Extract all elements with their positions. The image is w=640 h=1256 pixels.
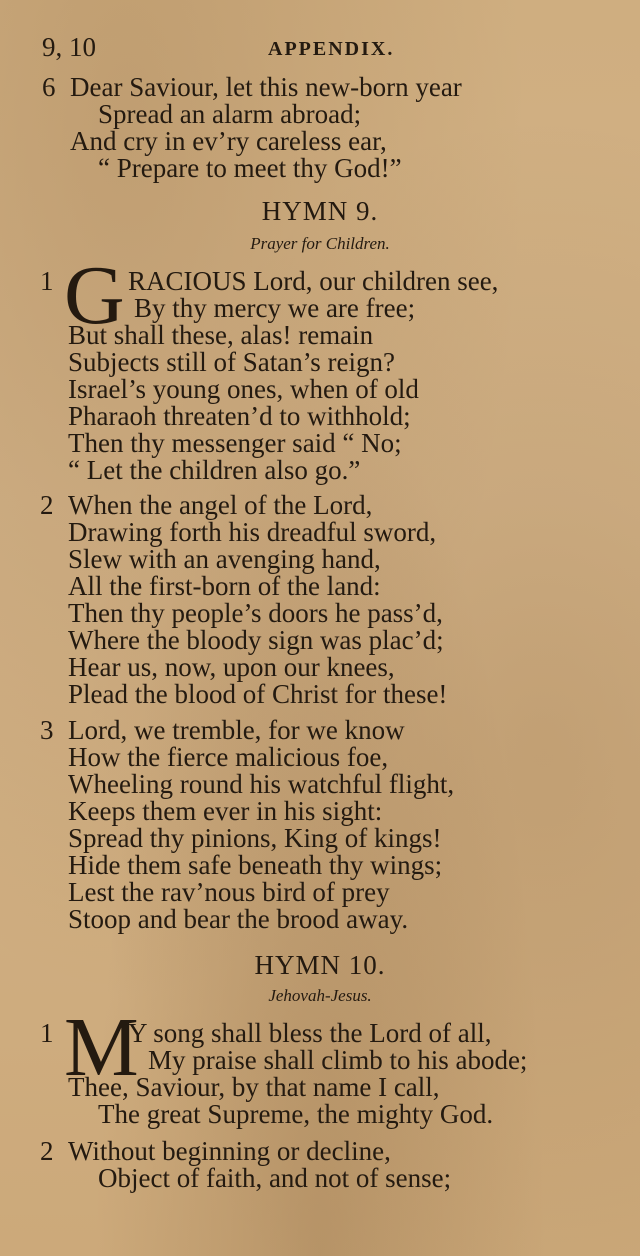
verse-line: Then thy people’s doors he pass’d, [68, 598, 443, 628]
drop-cap: G [64, 249, 125, 342]
stanza-number: 3 [40, 715, 54, 745]
verse-line: Plead the blood of Christ for these! [68, 679, 448, 709]
drop-cap: M [64, 1001, 139, 1094]
hymn-10-subtitle: Jehovah-Jesus. [268, 986, 372, 1005]
stanza-number: 2 [40, 1136, 54, 1166]
verse-line: By thy mercy we are free; [134, 293, 416, 323]
verse-line: Keeps them ever in his sight: [68, 796, 383, 826]
verse-line: Spread an alarm abroad; [98, 99, 362, 129]
verse-line: Object of faith, and not of sense; [98, 1163, 452, 1193]
verse-line: My praise shall climb to his abode; [148, 1045, 528, 1075]
verse-line: Without beginning or decline, [68, 1136, 391, 1166]
running-title: APPENDIX. [268, 38, 395, 60]
verse-line: Then thy messenger said “ No; [68, 428, 402, 458]
stanza-number: 2 [40, 490, 54, 520]
verse-line: Israel’s young ones, when of old [68, 374, 419, 404]
page-header [42, 32, 600, 66]
verse-line: Lord, we tremble, for we know [68, 715, 405, 745]
verse-line: Hear us, now, upon our knees, [68, 652, 395, 682]
verse-line: Wheeling round his watchful flight, [68, 769, 455, 799]
verse-line: Where the bloody sign was plac’d; [68, 625, 444, 655]
verse-line: Stoop and bear the brood away. [68, 904, 409, 934]
verse-line: Y song shall bless the Lord of all, [128, 1018, 492, 1048]
verse-line: Lest the rav’nous bird of prey [68, 877, 390, 907]
verse-line: Drawing forth his dreadful sword, [68, 517, 437, 547]
stanza-number: 1 [40, 1018, 54, 1048]
stanza-number: 6 [42, 72, 56, 102]
verse-line: But shall these, alas! remain [68, 320, 374, 350]
verse-line: “ Prepare to meet thy God!” [98, 153, 402, 183]
hymn-9-subtitle: Prayer for Children. [250, 234, 390, 253]
verse-line: How the fierce malicious foe, [68, 742, 389, 772]
page-number: 9, 10 [42, 32, 96, 62]
verse-line: When the angel of the Lord, [68, 490, 373, 520]
verse-line: RACIOUS Lord, our children see, [128, 266, 499, 296]
stanza-number: 1 [40, 266, 54, 296]
verse-line: Pharaoh threaten’d to withhold; [68, 401, 411, 431]
verse-line: Hide them safe beneath thy wings; [68, 850, 443, 880]
verse-line: Thee, Saviour, by that name I call, [68, 1072, 440, 1102]
verse-line: Subjects still of Satan’s reign? [68, 347, 395, 377]
verse-line: The great Supreme, the mighty God. [98, 1099, 494, 1129]
verse-line: And cry in ev’ry careless ear, [70, 126, 387, 156]
verse-line: Dear Saviour, let this new-born year [70, 72, 462, 102]
verse-line: All the first-born of the land: [68, 571, 381, 601]
hymn-10-title: HYMN 10. [254, 950, 386, 980]
verse-line: Slew with an avenging hand, [68, 544, 381, 574]
verse-line: “ Let the children also go.” [68, 455, 361, 485]
verse-line: Spread thy pinions, King of kings! [68, 823, 442, 853]
hymn-9-title: HYMN 9. [261, 196, 379, 226]
